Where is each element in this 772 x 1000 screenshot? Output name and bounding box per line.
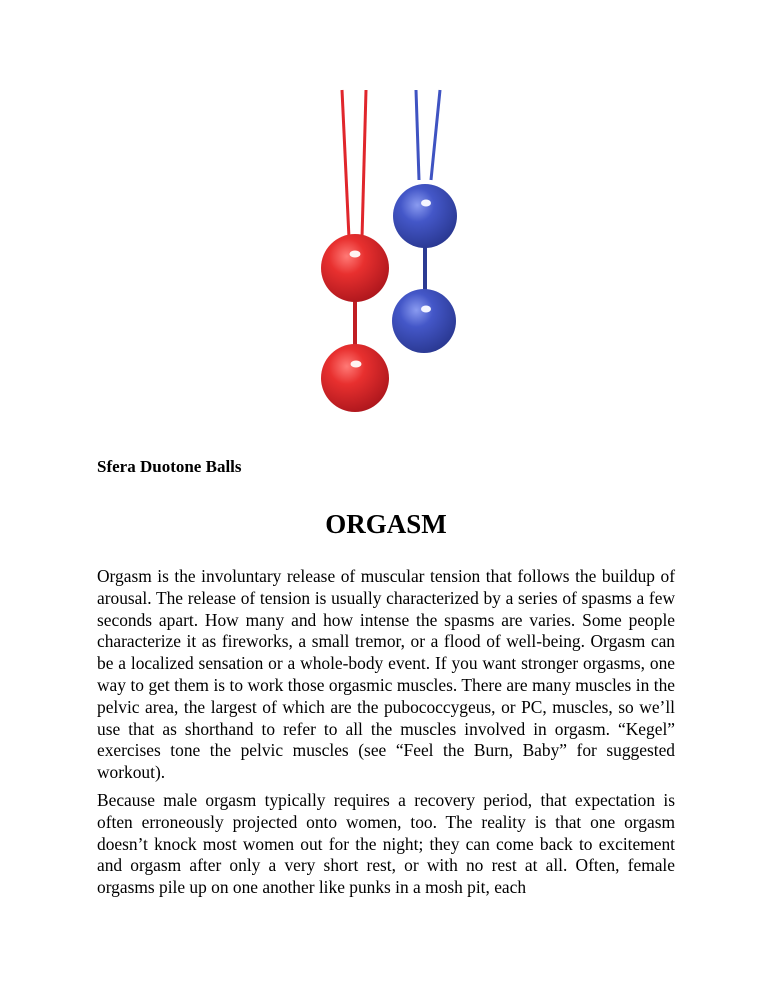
paragraph: Orgasm is the involuntary release of muscular tension that follows the buildup of arousal. The release of tension is usually characterized by a series of spasms a few seconds apart. How many and how intense the spasms are varies. Some people characterize it as fireworks, a small tremor, or a flood of well-being. Orgasm can be a localized sensation or a whole-body event. If you want stronger orgasms, one way to get them is to work those orgasmic muscles. There are many muscles in the pelvic area, the largest of which are the pubococcygeus, or PC, muscles, so we’ll use that as shorthand to refer to all the muscles involved in orgasm. “Kegel” exercises tone the pelvic muscles (see “Feel the Burn, Baby” for suggested workout). [97, 566, 675, 783]
blue-ball-lower [392, 289, 456, 353]
red-cord [342, 90, 366, 346]
red-ball-lower [321, 344, 389, 412]
product-photo [300, 88, 480, 418]
figure-caption: Sfera Duotone Balls [97, 457, 242, 476]
paragraph: Because male orgasm typically requires a recovery period, that expectation is often erroneously projected onto women, too. The reality is that one orgasm doesn’t knock most women out for the night; they can come back to excitement and orgasm after only a very short rest, or with no rest at all. Often, female orgasms pile up on one another like punks in a mosh pit, each [97, 789, 675, 898]
red-ball-upper [321, 234, 389, 302]
body-text [97, 566, 675, 905]
duotone-balls-illustration [300, 88, 480, 418]
section-heading: ORGASM [325, 509, 447, 539]
blue-ball-upper [393, 184, 457, 248]
